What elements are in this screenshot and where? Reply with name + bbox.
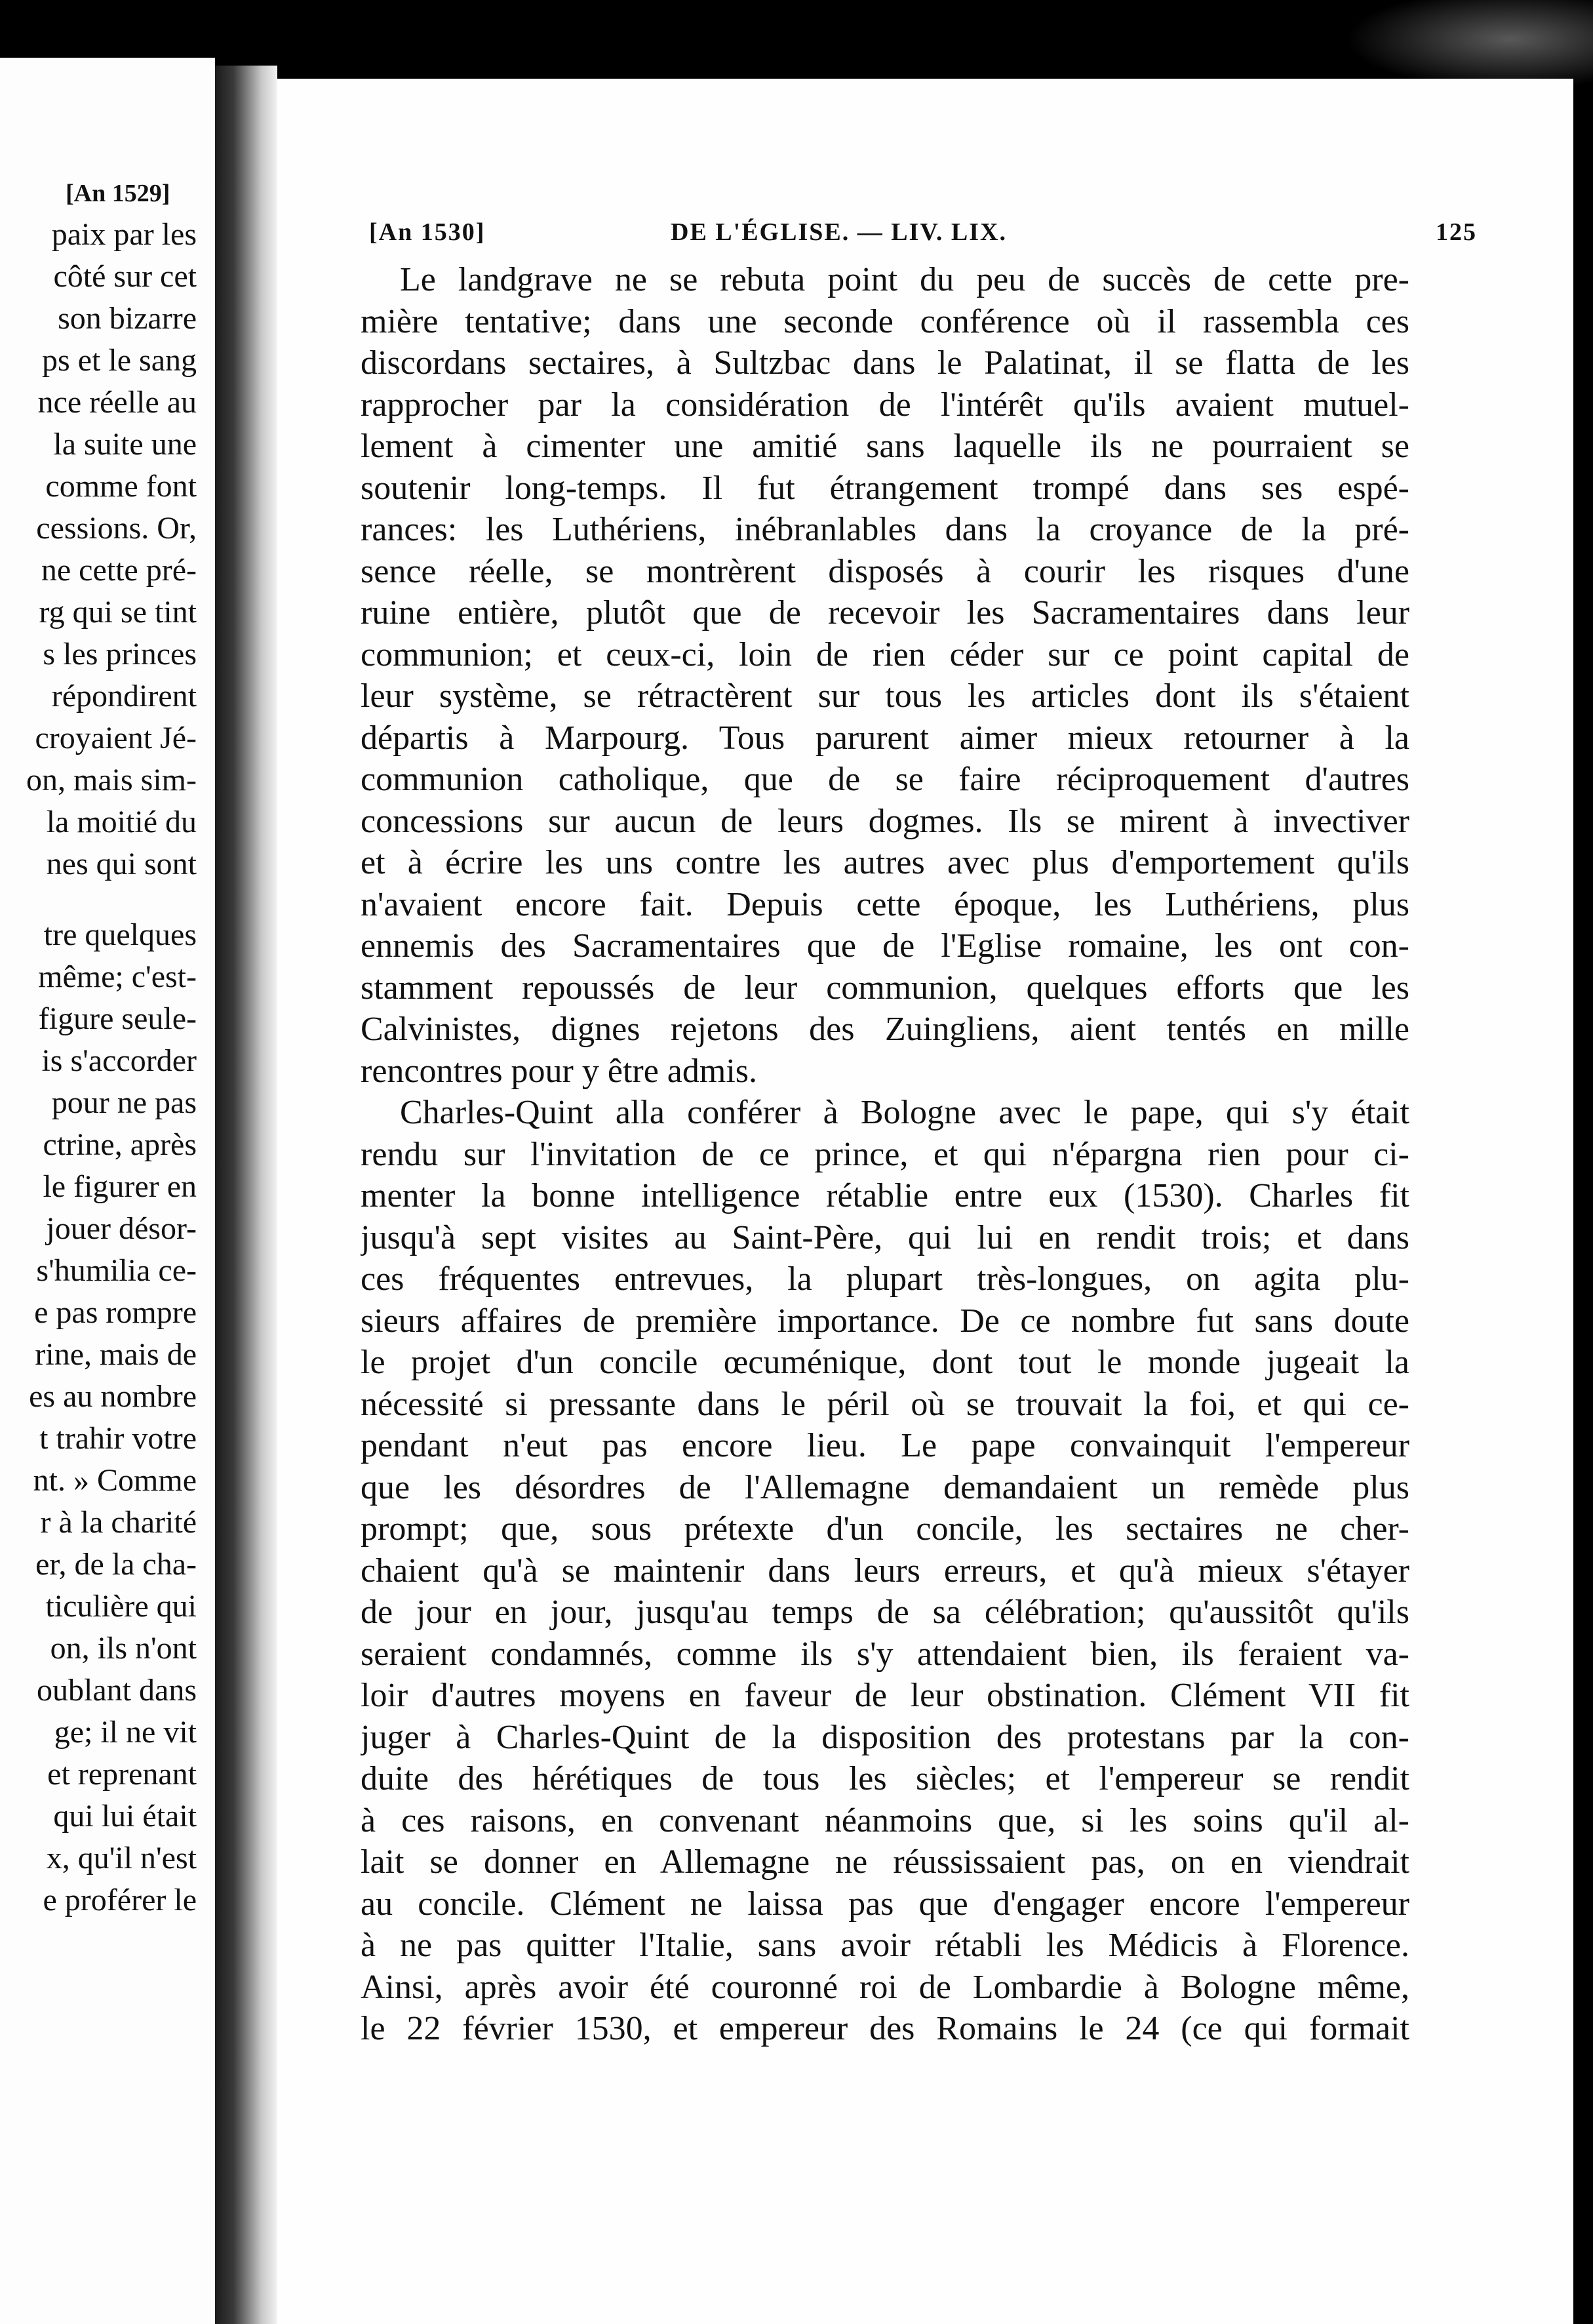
text-line: sieurs affaires de première importance. De ce nombre fut sans doute <box>361 1302 1409 1340</box>
text-line: menter la bonne intelligence rétablie entre eux (1530). Charles fit <box>361 1177 1409 1214</box>
text-line: communion; et ceux-ci, loin de rien céder sur ce point capital de <box>361 635 1409 673</box>
text-line: de jour en jour, jusqu'au temps de sa célébration; qu'aussitôt qu'ils <box>361 1593 1409 1631</box>
left-page-line: x, qu'il n'est <box>46 1841 197 1875</box>
left-page-line: côté sur cet <box>53 259 197 294</box>
left-page-line: ps et le sang <box>42 343 197 378</box>
text-line: à ne pas quitter l'Italie, sans avoir rétabli les Médicis à Florence. <box>361 1927 1409 1964</box>
text-line: concessions sur aucun de leurs dogmes. Ils se mirent à invectiver <box>361 802 1409 840</box>
main-page <box>277 79 1573 2324</box>
left-page-line: le figurer en <box>43 1169 197 1204</box>
left-page-line: la suite une <box>53 427 197 462</box>
text-line: duite des hérétiques de tous les siècles; et l'empereur se rendit <box>361 1760 1409 1797</box>
text-line: Ainsi, après avoir été couronné roi de Lombardie à Bologne même, <box>361 1968 1409 2006</box>
left-page-line: is s'accorder <box>41 1043 197 1078</box>
text-line: mière tentative; dans une seconde conférence où il rassembla ces <box>361 302 1409 340</box>
text-line: lait se donner en Allemagne ne réussissaient pas, on en viendrait <box>361 1843 1409 1881</box>
text-line: discordans sectaires, à Sultzbac dans le Palatinat, il se flatta de les <box>361 344 1409 382</box>
left-page-line: tre quelques <box>43 917 197 952</box>
text-line: le 22 février 1530, et empereur des Romains le 24 (ce qui formait <box>361 2010 1409 2047</box>
text-line: stamment repoussés de leur communion, quelques efforts que les <box>361 969 1409 1007</box>
text-line: seraient condamnés, comme ils s'y attendaient bien, ils feraient va- <box>361 1635 1409 1673</box>
left-page-line: rine, mais de <box>35 1337 197 1372</box>
left-page-line: e proférer le <box>43 1883 197 1917</box>
left-page-line: et reprenant <box>47 1757 197 1792</box>
running-head <box>369 218 1477 257</box>
paragraph <box>361 259 1409 1092</box>
left-page-line: t trahir votre <box>39 1421 197 1456</box>
left-page-line: comme font <box>45 469 197 504</box>
paragraph <box>361 1092 1409 2050</box>
text-line: le projet d'un concile œcuménique, dont tout le monde jugeait la <box>361 1344 1409 1381</box>
left-page-line: s'humilia ce- <box>36 1253 197 1288</box>
left-page-line: es au nombre <box>29 1379 197 1414</box>
text-line: rapprocher par la considération de l'intérêt qu'ils avaient mutuel- <box>361 386 1409 424</box>
left-page-line: la moitié du <box>46 805 197 839</box>
left-facing-page <box>0 58 215 2324</box>
left-page-line: qui lui était <box>53 1799 197 1833</box>
text-line: Calvinistes, dignes rejetons des Zuingliens, aient tentés en mille <box>361 1011 1409 1048</box>
left-page-line: nt. » Comme <box>33 1463 197 1498</box>
left-page-line: pour ne pas <box>51 1085 197 1120</box>
text-line: jusqu'à sept visites au Saint-Père, qui lui en rendit trois; et dans <box>361 1218 1409 1256</box>
left-page-line: er, de la cha- <box>35 1547 197 1582</box>
left-running-head: [An 1529] <box>66 180 170 207</box>
left-page-line: ge; il ne vit <box>54 1715 197 1750</box>
text-line: rencontres pour y être admis. <box>361 1052 758 1090</box>
body-text <box>361 259 1409 2050</box>
left-page-line: r à la charité <box>40 1505 197 1540</box>
text-line: ruine entière, plutôt que de recevoir les Sacramentaires dans leur <box>361 594 1409 631</box>
text-line: au concile. Clément ne laissa pas que d'engager encore l'empereur <box>361 1885 1409 1923</box>
text-line: sence réelle, se montrèrent disposés à courir les risques d'une <box>361 552 1409 590</box>
left-page-line: cessions. Or, <box>36 511 197 546</box>
text-line: pendant n'eut pas encore lieu. Le pape convainquit l'empereur <box>361 1427 1409 1464</box>
text-line: rances: les Luthériens, inébranlables dans la croyance de la pré- <box>361 511 1409 548</box>
text-line: et à écrire les uns contre les autres avec plus d'emportement qu'ils <box>361 844 1409 881</box>
text-line: loir d'autres moyens en faveur de leur obstination. Clément VII fit <box>361 1677 1409 1714</box>
running-head-year: [An 1530] <box>369 218 486 246</box>
left-page-line: croyaient Jé- <box>35 721 197 755</box>
text-line: à ces raisons, en convenant néanmoins que, si les soins qu'il al- <box>361 1801 1409 1839</box>
text-line: chaient qu'à se maintenir dans leurs erreurs, et qu'à mieux s'étayer <box>361 1552 1409 1590</box>
page-number: 125 <box>1436 218 1477 246</box>
left-page-line: oublant dans <box>37 1673 197 1708</box>
text-line: juger à Charles-Quint de la disposition des protestans par la con- <box>361 1718 1409 1756</box>
left-page-line: ticulière qui <box>45 1589 197 1624</box>
left-page-line: nes qui sont <box>46 847 197 881</box>
text-line: que les désordres de l'Allemagne demandaient un remède plus <box>361 1468 1409 1506</box>
left-page-line: on, ils n'ont <box>50 1631 197 1666</box>
text-line: lement à cimenter une amitié sans laquelle ils ne pourraient se <box>361 428 1409 465</box>
text-line: Charles-Quint alla conférer à Bologne avec le pape, qui s'y était <box>400 1094 1409 1131</box>
left-page-line: s les princes <box>43 637 197 671</box>
text-line: départis à Marpourg. Tous parurent aimer mieux retourner à la <box>361 719 1409 757</box>
left-page-line: paix par les <box>51 217 197 252</box>
text-line: leur système, se rétractèrent sur tous les articles dont ils s'étaient <box>361 677 1409 715</box>
text-line: nécessité si pressante dans le péril où se trouvait la foi, et qui ce- <box>361 1385 1409 1423</box>
left-page-line: même; c'est- <box>38 959 197 994</box>
left-page-line: nce réelle au <box>37 385 197 420</box>
book-gutter <box>215 66 277 2324</box>
text-line: Le landgrave ne se rebuta point du peu de succès de cette pre- <box>400 261 1409 298</box>
left-page-line: on, mais sim- <box>26 763 197 797</box>
left-page-line: ctrine, après <box>43 1127 197 1162</box>
left-page-line: jouer désor- <box>46 1211 197 1246</box>
running-head-title: DE L'ÉGLISE. — LIV. LIX. <box>671 218 1007 246</box>
text-line: communion catholique, que de se faire réciproquement d'autres <box>361 761 1409 798</box>
left-page-text <box>0 214 197 1921</box>
text-line: ennemis des Sacramentaires que de l'Eglise romaine, les ont con- <box>361 927 1409 965</box>
left-page-line: son bizarre <box>58 301 197 336</box>
text-line: soutenir long-temps. Il fut étrangement trompé dans ses espé- <box>361 469 1409 507</box>
left-page-line: figure seule- <box>38 1001 197 1036</box>
left-page-line: rg qui se tint <box>39 595 197 630</box>
text-line: rendu sur l'invitation de ce prince, et qui n'épargna rien pour ci- <box>361 1135 1409 1173</box>
text-line: ces fréquentes entrevues, la plupart très-longues, on agita plu- <box>361 1260 1409 1298</box>
left-page-line: e pas rompre <box>34 1295 197 1330</box>
left-page-line: répondirent <box>51 679 197 713</box>
left-page-line: ne cette pré- <box>41 553 197 588</box>
text-line: n'avaient encore fait. Depuis cette époque, les Luthériens, plus <box>361 885 1409 923</box>
text-line: prompt; que, sous prétexte d'un concile, les sectaires ne cher- <box>361 1510 1409 1548</box>
